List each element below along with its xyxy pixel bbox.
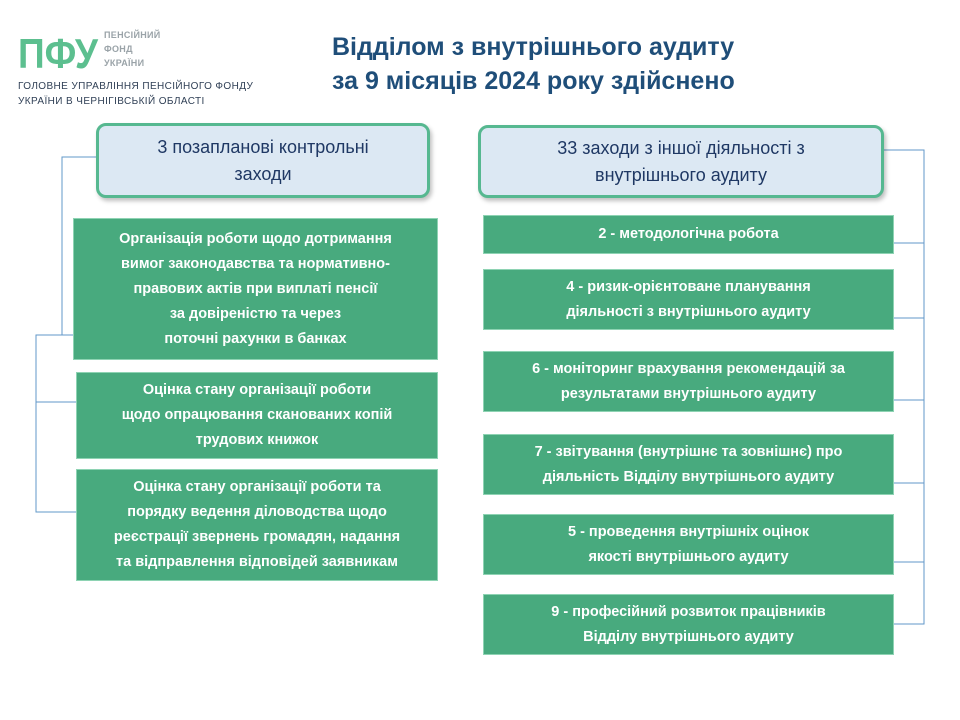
- title-line-1: Відділом з внутрішнього аудиту: [332, 33, 735, 61]
- organization-name: ГОЛОВНЕ УПРАВЛІННЯ ПЕНСІЙНОГО ФОНДУ УКРАЇНИ В ЧЕРНІГІВСЬКІЙ ОБЛАСТІ: [18, 81, 254, 107]
- right-item-4-text: 7 - звітування (внутрішнє та зовнішнє) про діяльність Відділу внутрішнього аудиту: [534, 443, 843, 485]
- right-item-3: [483, 351, 894, 412]
- left-branch-header-text: 3 позапланові контрольні заходи: [157, 136, 369, 184]
- pfu-logo: [18, 28, 100, 72]
- right-item-5-text: 5 - проведення внутрішніх оцінок якості внутрішнього аудиту: [567, 523, 810, 565]
- left-item-3: [76, 469, 438, 581]
- logo-lettering: ПФУ: [18, 30, 99, 72]
- page-title: [332, 30, 892, 98]
- right-item-2-text: 4 - ризик-орієнтоване планування діяльності з внутрішнього аудиту: [566, 278, 811, 320]
- left-item-2: [76, 372, 438, 459]
- right-item-1: [483, 215, 894, 254]
- right-item-5: [483, 514, 894, 575]
- right-branch-header-text: 33 заходи з іншої діяльності з внутрішнього аудиту: [557, 137, 805, 185]
- right-item-2: [483, 269, 894, 330]
- right-item-6: [483, 594, 894, 655]
- right-item-3-text: 6 - моніторинг врахування рекомендацій за результатами внутрішнього аудиту: [532, 360, 845, 402]
- left-item-2-text: Оцінка стану організації роботи щодо опрацювання сканованих копій трудових книжок: [121, 382, 393, 448]
- logo-subtitle: ПЕНСІЙНИЙ ФОНД УКРАЇНИ: [104, 30, 161, 68]
- left-item-1: [73, 218, 438, 360]
- left-branch-header: [96, 123, 430, 198]
- left-item-3-text: Оцінка стану організації роботи та порядку ведення діловодства щодо реєстрації звернень громадян, надання та відправлення відповідей заявникам: [113, 479, 401, 570]
- right-item-4: [483, 434, 894, 495]
- title-line-2: за 9 місяців 2024 року здійснено: [332, 67, 735, 95]
- left-item-1-text: Організація роботи щодо дотримання вимог законодавства та нормативно- правових актів при виплаті пенсії за довіреністю та через поточні рахунки в банках: [119, 230, 392, 347]
- right-item-1-text: 2 - методологічна робота: [598, 226, 779, 242]
- right-branch-header: [478, 125, 884, 198]
- right-item-6-text: 9 - професійний розвиток працівників Відділу внутрішнього аудиту: [551, 603, 826, 645]
